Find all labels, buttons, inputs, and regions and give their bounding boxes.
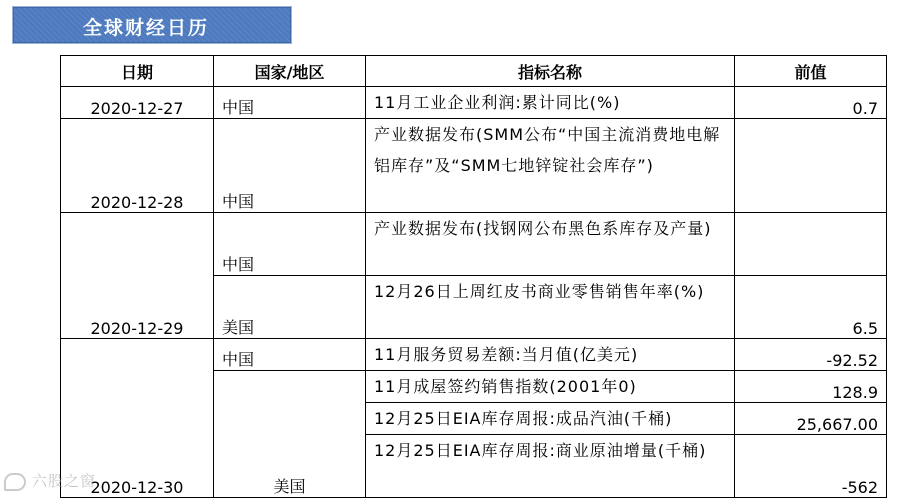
cell-country: 美国 <box>214 371 366 498</box>
cell-previous <box>735 119 887 213</box>
cell-previous: 6.5 <box>735 276 887 339</box>
table-row <box>61 87 887 119</box>
watermark-text: 六股之窗 <box>32 472 97 490</box>
cell-previous: 0.7 <box>735 87 887 119</box>
cell-country: 美国 <box>214 276 366 339</box>
table-row <box>61 213 887 276</box>
cell-indicator: 12月25日EIA库存周报:商业原油增量(千桶) <box>366 435 735 498</box>
header-country: 国家/地区 <box>214 56 366 87</box>
cell-indicator: 11月工业企业利润:累计同比(%) <box>366 87 735 119</box>
cell-indicator: 11月服务贸易差额:当月值(亿美元) <box>366 339 735 371</box>
cell-date: 2020-12-28 <box>61 119 214 213</box>
cell-indicator: 12月25日EIA库存周报:成品汽油(千桶) <box>366 403 735 435</box>
cell-previous: 128.9 <box>735 371 887 403</box>
cell-indicator: 产业数据发布(SMM公布“中国主流消费地电解铝库存”及“SMM七地锌锭社会库存”) <box>366 119 735 213</box>
cell-date: 2020-12-30 <box>61 339 214 498</box>
cell-indicator: 12月26日上周红皮书商业零售销售年率(%) <box>366 276 735 339</box>
cell-previous: -92.52 <box>735 339 887 371</box>
cell-previous: 25,667.00 <box>735 403 887 435</box>
cell-country: 中国 <box>214 213 366 276</box>
cell-indicator: 11月成屋签约销售指数(2001年0) <box>366 371 735 403</box>
table-row <box>61 119 887 213</box>
cell-date: 2020-12-29 <box>61 213 214 339</box>
cell-country: 中国 <box>214 87 366 119</box>
header-indicator: 指标名称 <box>366 56 735 87</box>
cell-date: 2020-12-27 <box>61 87 214 119</box>
watermark-logo-icon <box>4 473 26 491</box>
header-date: 日期 <box>61 56 214 87</box>
table-row <box>61 339 887 371</box>
cell-indicator: 产业数据发布(找钢网公布黑色系库存及产量) <box>366 213 735 276</box>
watermark <box>4 470 96 491</box>
cell-previous: -562 <box>735 435 887 498</box>
cell-country: 中国 <box>214 119 366 213</box>
economic-calendar-table <box>60 55 887 498</box>
cell-country: 中国 <box>214 339 366 371</box>
cell-previous <box>735 213 887 276</box>
header-previous: 前值 <box>735 56 887 87</box>
table-header-row <box>61 56 887 87</box>
page-title: 全球财经日历 <box>83 17 210 39</box>
title-banner <box>12 6 292 44</box>
